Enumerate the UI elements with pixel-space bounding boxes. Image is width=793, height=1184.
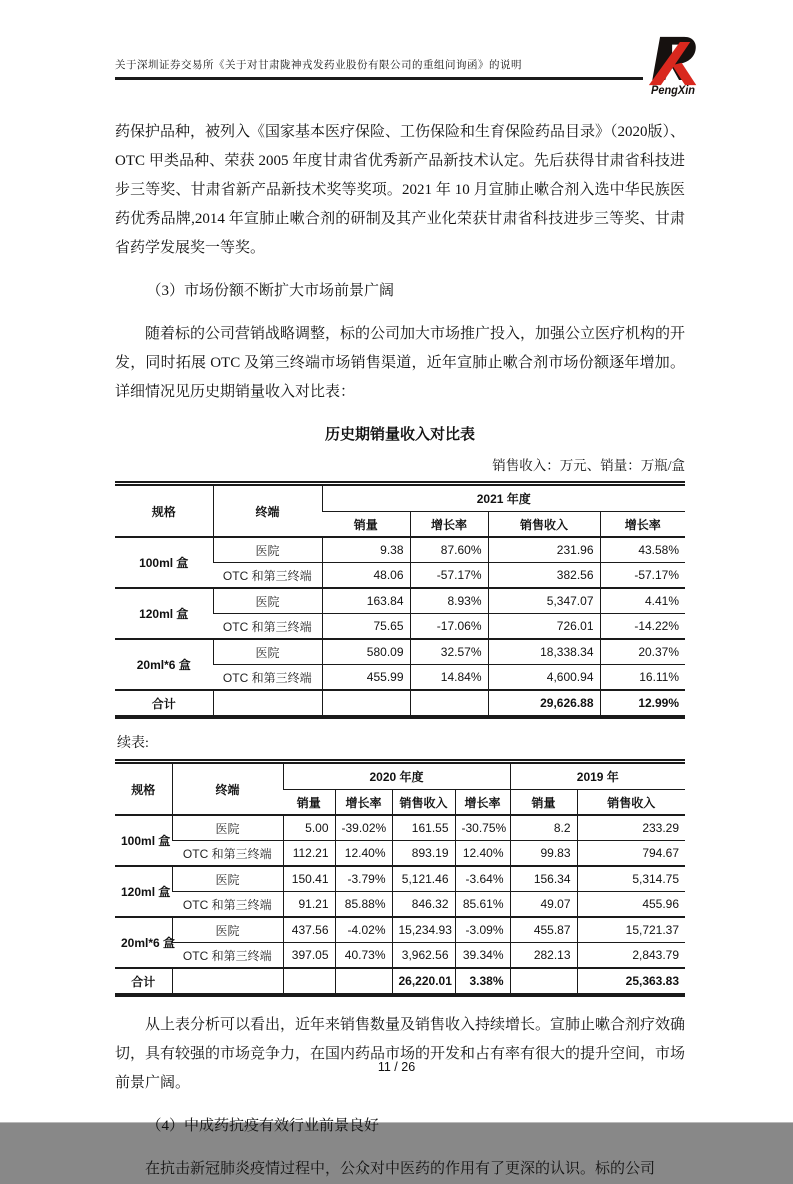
table-cell: 医院 [172, 815, 283, 841]
table-cell [283, 968, 335, 995]
table-cell [410, 690, 488, 717]
table-cell: 2019 年 [510, 762, 685, 790]
table-cell: 医院 [172, 866, 283, 892]
table-cell: 163.84 [322, 588, 410, 614]
table-cell: 20ml*6 盒 [115, 917, 172, 968]
table-cell: 39.34% [455, 943, 510, 969]
table-cell: 规格 [131, 782, 156, 797]
table-cell: 3.38% [455, 968, 510, 995]
table-cell: 3,962.56 [392, 943, 455, 969]
table-cell [335, 968, 392, 995]
sales-table-2021 [115, 481, 685, 719]
table-cell: 29,626.88 [488, 690, 600, 717]
table-cell: 销量 [283, 790, 335, 816]
table-cell: 9.38 [322, 537, 410, 563]
table-cell: -3.09% [455, 917, 510, 943]
table-cell: -14.22% [600, 614, 685, 640]
table-cell: 231.96 [488, 537, 600, 563]
table-cell: 726.01 [488, 614, 600, 640]
table-cell: 455.87 [510, 917, 577, 943]
table-cell: 75.65 [322, 614, 410, 640]
pengxin-logo-text: PengXin [650, 84, 695, 98]
table-cell: 20.37% [600, 639, 685, 665]
table-cell: 2,843.79 [577, 943, 685, 969]
table-cell: 5.00 [283, 815, 335, 841]
table-cell [172, 968, 283, 995]
table-cell: 16.11% [600, 665, 685, 691]
table-cell: OTC 和第三终端 [213, 563, 322, 589]
table-row [115, 892, 685, 918]
table-cell: 合计 [115, 968, 172, 995]
continued-table-label: 续表: [117, 736, 149, 751]
table-cell: -4.02% [335, 917, 392, 943]
table-cell: 医院 [172, 917, 283, 943]
table-cell: 医院 [213, 639, 322, 665]
header-title: 关于深圳证券交易所《关于对甘肃陇神戎发药业股份有限公司的重组问询函》的说明 [115, 57, 643, 80]
table-row [115, 943, 685, 969]
table-cell: 43.58% [600, 537, 685, 563]
table-cell: 397.05 [283, 943, 335, 969]
table-cell [510, 968, 577, 995]
table-cell: 455.99 [322, 665, 410, 691]
page-header [115, 0, 643, 80]
table-cell: 增长率 [455, 790, 510, 816]
paragraph: 在抗击新冠肺炎疫情过程中，公众对中医药的作用有了更深的认识。标的公司 [145, 1161, 656, 1177]
table-cell: 40.73% [335, 943, 392, 969]
table-cell: 91.21 [283, 892, 335, 918]
table-cell: OTC 和第三终端 [172, 841, 283, 867]
paragraph: 随着标的公司营销战略调整，标的公司加大市场推广投入，加强公立医疗机构的开发，同时拓展 OTC 及第三终端市场销售渠道，近年宣肺止嗽合剂市场份额逐年增加。详细情况见历史期销量收入对比表： [115, 326, 686, 400]
pengxin-r-icon [648, 36, 698, 86]
table-cell: 15,721.37 [577, 917, 685, 943]
table-cell: 455.96 [577, 892, 685, 918]
table-cell: 18,338.34 [488, 639, 600, 665]
paragraph: 药保护品种，被列入《国家基本医疗保险、工伤保险和生育保险药品目录》（2020版）、OTC 甲类品种、荣获 2005 年度甘肃省优秀新产品新技术认定。先后获得甘肃省科技进步三等奖、甘肃省新产品新技术奖等奖项。2021 年 10 月宣肺止嗽合剂入选中华民族医药优秀品牌,2014 年宣肺止嗽合剂的研制及其产业化荣获甘肃省科技进步三等奖、甘肃省药学发展奖一等奖。 [115, 124, 686, 256]
table-cell: 4,600.94 [488, 665, 600, 691]
table-units-note: 销售收入：万元、销量：万瓶/盒 [492, 458, 685, 473]
table-row [115, 866, 685, 892]
table-cell: 销售收入 [392, 790, 455, 816]
table-total-row [115, 968, 685, 995]
table-cell: OTC 和第三终端 [172, 892, 283, 918]
table-cell: 382.56 [488, 563, 600, 589]
table-cell: 5,121.46 [392, 866, 455, 892]
table-row [115, 917, 685, 943]
table-cell: 156.34 [510, 866, 577, 892]
table-cell: 25,363.83 [577, 968, 685, 995]
table-cell: 2021 年度 [322, 484, 685, 512]
table-cell: 增长率 [600, 512, 685, 538]
table-cell: -17.06% [410, 614, 488, 640]
table-cell: OTC 和第三终端 [172, 943, 283, 969]
table-cell: 12.99% [600, 690, 685, 717]
table-cell: 150.41 [283, 866, 335, 892]
section-heading-3: （3）市场份额不断扩大市场前景广阔 [146, 283, 395, 299]
table-cell: 4.41% [600, 588, 685, 614]
table-cell: 20ml*6 盒 [115, 639, 213, 690]
table-cell: 26,220.01 [392, 968, 455, 995]
table-cell: 14.84% [410, 665, 488, 691]
table-row [115, 815, 685, 841]
table-cell: 增长率 [335, 790, 392, 816]
table-cell: 161.55 [392, 815, 455, 841]
table-cell: OTC 和第三终端 [213, 614, 322, 640]
table-header-row [115, 484, 685, 512]
table-cell: 85.88% [335, 892, 392, 918]
table-cell: -39.02% [335, 815, 392, 841]
table-cell: 233.29 [577, 815, 685, 841]
table-cell: 销量 [322, 512, 410, 538]
table-cell: 85.61% [455, 892, 510, 918]
table-cell: 846.32 [392, 892, 455, 918]
table-cell: 15,234.93 [392, 917, 455, 943]
table-cell: 120ml 盒 [115, 866, 172, 917]
table-title: 历史期销量收入对比表 [324, 426, 475, 443]
table-cell: 医院 [213, 588, 322, 614]
pengxin-logo [644, 36, 702, 96]
table-cell: 8.93% [410, 588, 488, 614]
table-row [115, 588, 685, 614]
table-cell: -3.79% [335, 866, 392, 892]
sales-table-2020-2019 [115, 759, 685, 997]
table-cell: 5,314.75 [577, 866, 685, 892]
table-cell: 规格 [151, 504, 176, 519]
table-cell: 合计 [115, 690, 213, 717]
table-cell: 100ml 盒 [115, 537, 213, 588]
table-cell: 112.21 [283, 841, 335, 867]
page-number: 11 / 26 [377, 1060, 416, 1074]
table-cell: 282.13 [510, 943, 577, 969]
table-cell: 99.83 [510, 841, 577, 867]
table-cell: -30.75% [455, 815, 510, 841]
table-cell: -3.64% [455, 866, 510, 892]
table-cell: 87.60% [410, 537, 488, 563]
table-cell: 5,347.07 [488, 588, 600, 614]
table-cell [322, 690, 410, 717]
section-heading-4: （4）中成药抗疫有效行业前景良好 [146, 1118, 380, 1134]
table-cell: 终端 [172, 762, 283, 816]
table-cell: OTC 和第三终端 [213, 665, 322, 691]
table-cell: 12.40% [455, 841, 510, 867]
table-cell: 48.06 [322, 563, 410, 589]
table-cell: -57.17% [600, 563, 685, 589]
table-cell: 8.2 [510, 815, 577, 841]
table-cell: 2020 年度 [283, 762, 510, 790]
document-body [115, 118, 685, 1184]
table-cell: 终端 [213, 484, 322, 538]
table-header-row [115, 762, 685, 790]
table-cell: 医院 [213, 537, 322, 563]
table-cell: 销售收入 [577, 790, 685, 816]
table-row [115, 841, 685, 867]
table-row [115, 537, 685, 563]
table-row [115, 639, 685, 665]
table-cell: 437.56 [283, 917, 335, 943]
table-cell: 增长率 [410, 512, 488, 538]
table-cell: 49.07 [510, 892, 577, 918]
table-cell: 893.19 [392, 841, 455, 867]
table-cell: 32.57% [410, 639, 488, 665]
table-cell: 120ml 盒 [115, 588, 213, 639]
table-cell: 794.67 [577, 841, 685, 867]
paragraph: 从上表分析可以看出，近年来销售数量及销售收入持续增长。宣肺止嗽合剂疗效确切，具有较强的市场竞争力，在国内药品市场的开发和占有率有很大的提升空间，市场前景广阔。 [115, 1017, 686, 1091]
table-total-row [115, 690, 685, 717]
table-cell: 12.40% [335, 841, 392, 867]
table-cell: 100ml 盒 [115, 815, 172, 866]
table-cell: -57.17% [410, 563, 488, 589]
table-cell [213, 690, 322, 717]
table-cell: 销量 [510, 790, 577, 816]
table-cell: 销售收入 [488, 512, 600, 538]
table-cell: 580.09 [322, 639, 410, 665]
